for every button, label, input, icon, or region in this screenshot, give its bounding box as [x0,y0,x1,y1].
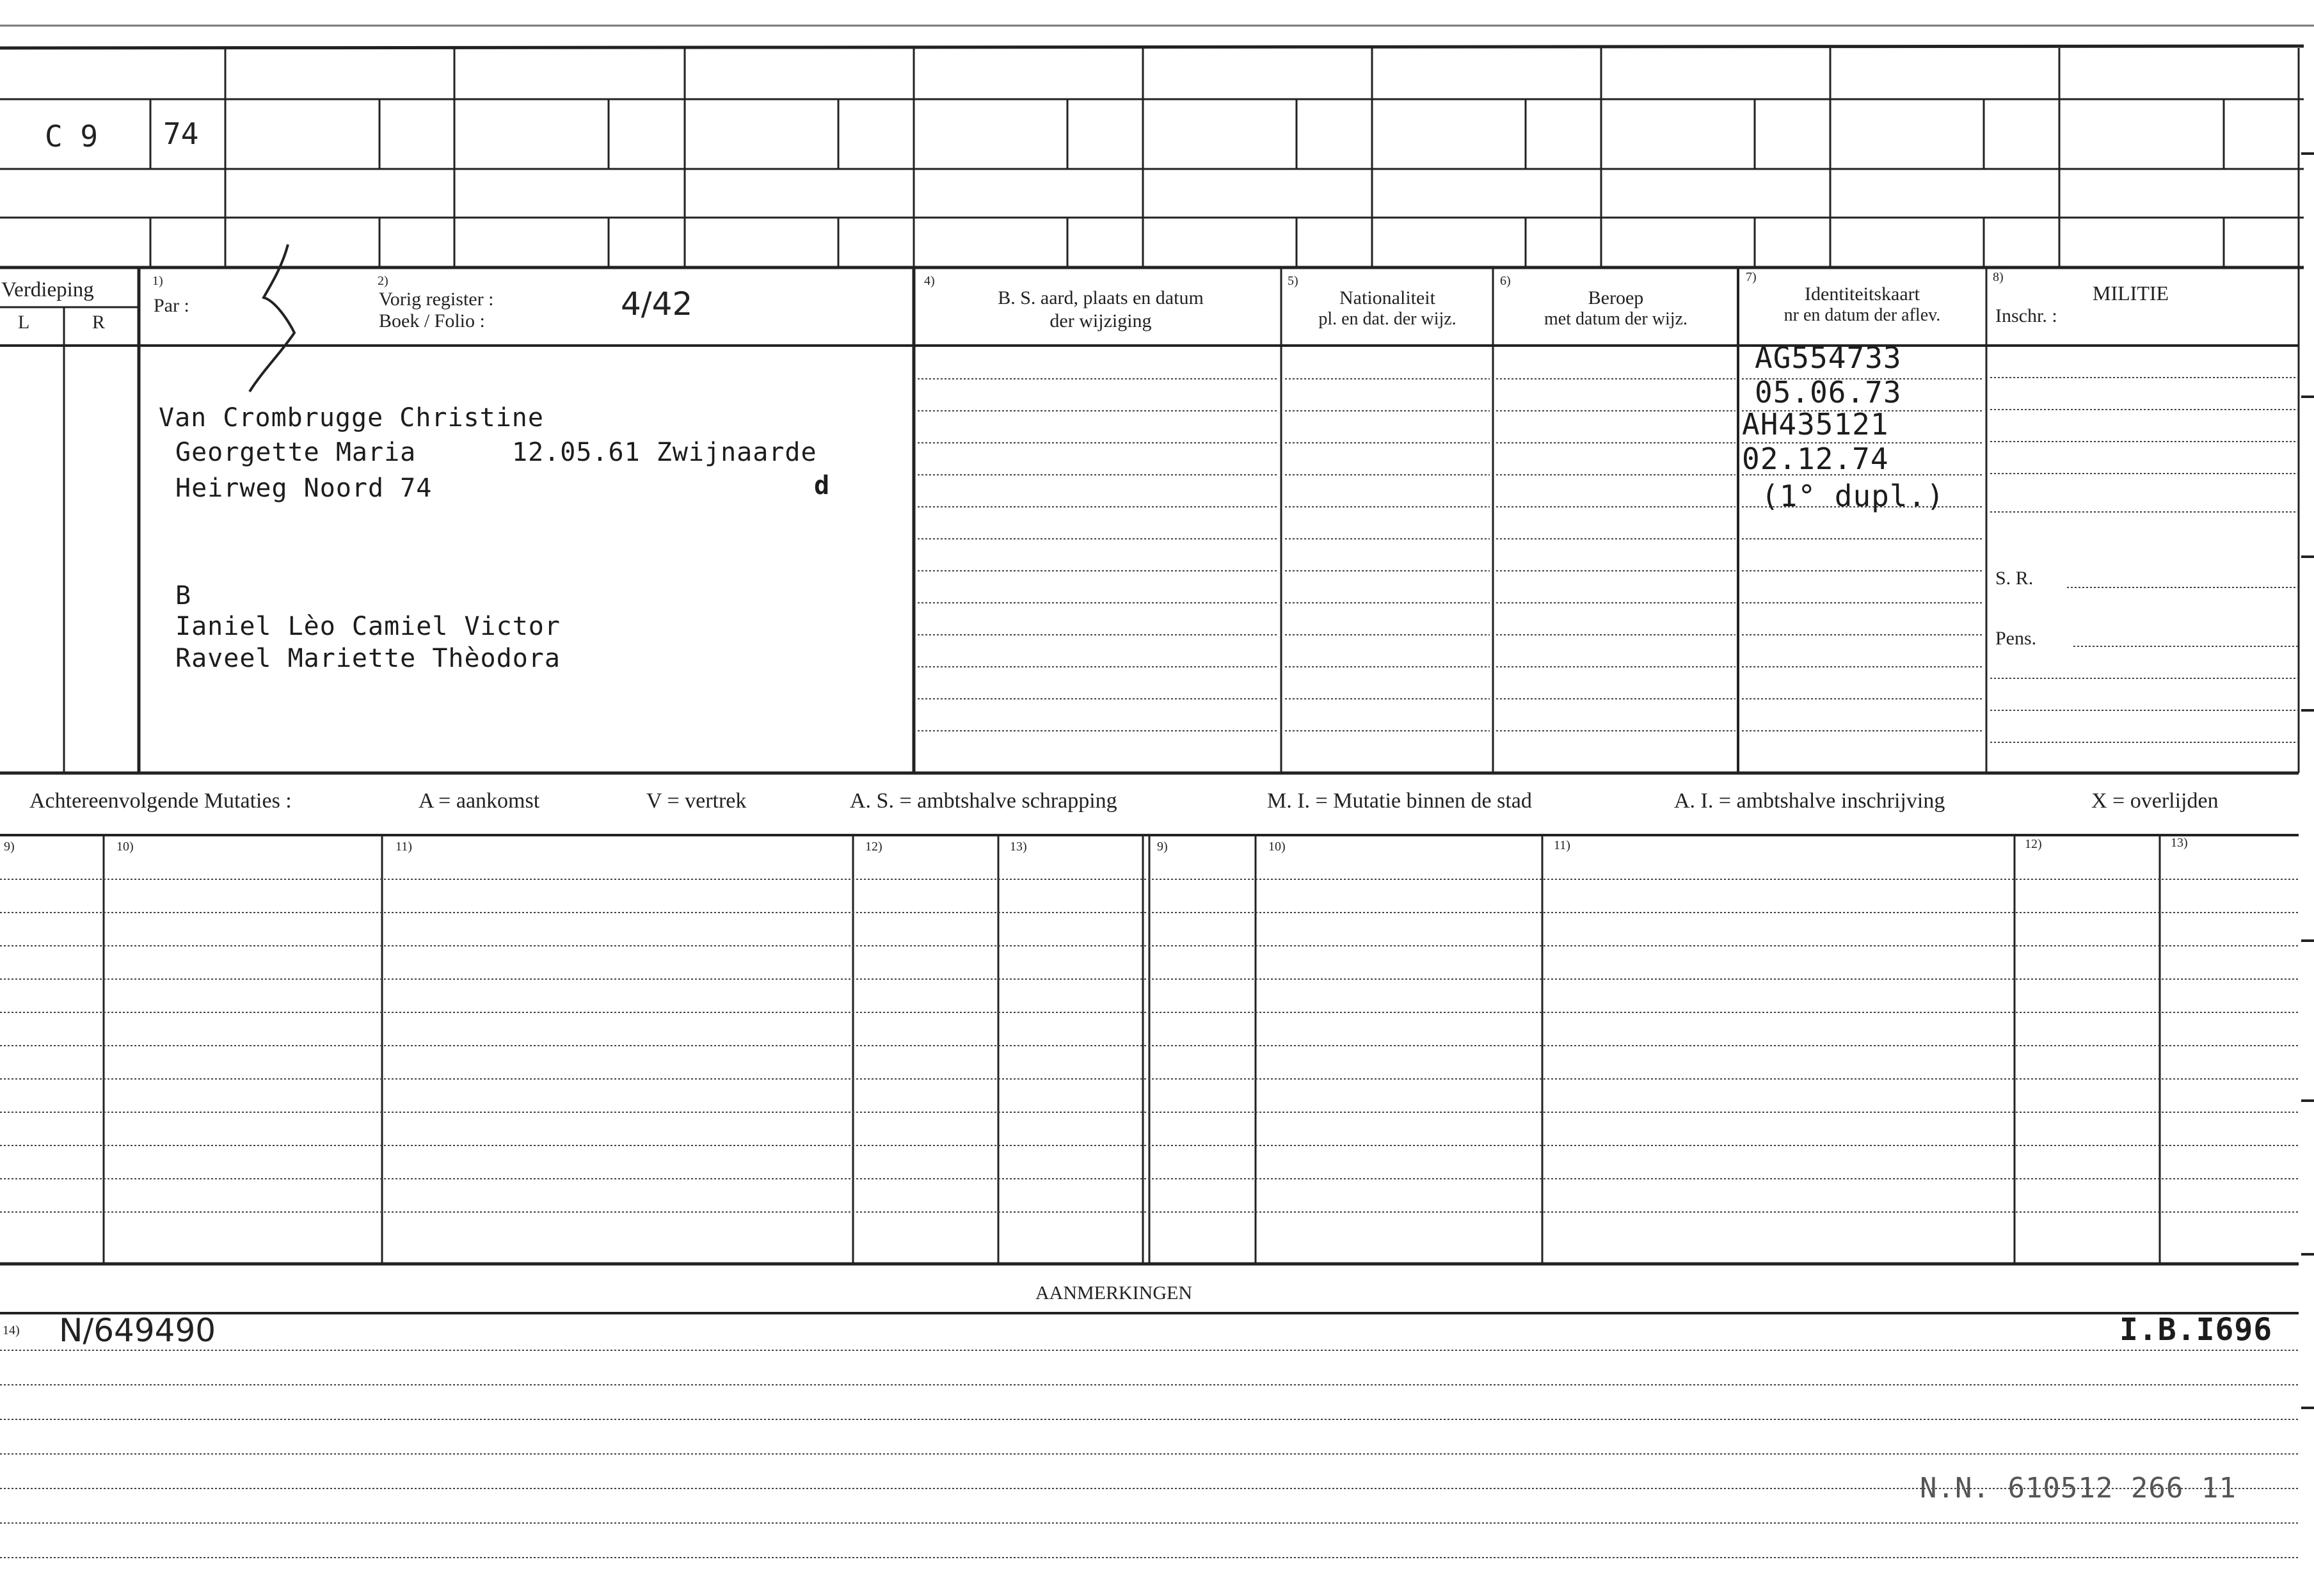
nat-header-1: Nationaliteit [1339,287,1435,308]
mut-col-12-right: 12) [2025,837,2042,851]
mutatie-binnen-stad: M. I. = Mutatie binnen de stad [1267,789,1532,813]
remarks-title: AANMERKINGEN [1035,1282,1192,1304]
sr-label: S. R. [1995,568,2034,589]
mut-col-11-left: 11) [395,840,412,854]
id-entry-1: AG554733 [1755,340,1902,375]
mut-col-11-right: 11) [1554,838,1570,852]
mutatie-inschrijving: A. I. = ambtshalve inschrijving [1674,789,1945,813]
par-label: Par : [154,295,189,316]
beroep-header-2: met datum der wijz. [1544,309,1688,329]
verdieping-l: L [18,312,30,333]
person-parent1: Ianiel Lèo Camiel Victor [175,612,561,641]
mutaties-title: Achtereenvolgende Mutaties : [29,789,292,813]
pens-label: Pens. [1995,628,2037,649]
mut-col-10-left: 10) [116,840,134,854]
id-entry-4: 02.12.74 [1742,442,1889,476]
mutatie-vertrek: V = vertrek [646,789,747,813]
mutatie-schrapping: A. S. = ambtshalve schrapping [850,789,1117,813]
id-number: 7) [1746,270,1757,284]
par-number: 1) [152,274,163,288]
id-entry-3: AH435121 [1742,407,1889,442]
remarks-national-number: N.N. 610512 266 11 [1920,1472,2237,1504]
id-header-1: Identiteitskaart [1805,283,1920,305]
nat-number: 5) [1288,274,1298,288]
mut-col-12-left: 12) [865,840,882,854]
id-entry-5: (1° dupl.) [1761,479,1945,513]
bs-number: 4) [924,274,935,288]
mut-col-13-right: 13) [2171,836,2188,850]
militie-header: MILITIE [2093,282,2169,305]
bs-header-1: B. S. aard, plaats en datum [998,287,1204,308]
nat-header-2: pl. en dat. der wijz. [1318,309,1456,329]
remarks-number: 14) [3,1323,20,1337]
mut-col-9-left: 9) [4,840,15,854]
person-name-line2: Georgette Maria [175,438,417,467]
mut-col-9-right: 9) [1157,840,1168,854]
mutatie-aankomst: A = aankomst [419,789,540,813]
id-header-2: nr en datum der aflev. [1783,305,1941,325]
bs-header-2: der wijziging [1049,310,1152,331]
mutatie-overlijden: X = overlijden [2091,789,2219,813]
remarks-code-right: I.B.I696 [2119,1312,2273,1348]
verdieping-label: Verdieping [1,278,94,301]
person-address: Heirweg Noord 74 [175,474,433,503]
beroep-header-1: Beroep [1588,287,1644,308]
grid-code: C 9 [45,119,99,154]
person-marker-d: d [814,471,831,500]
militie-number: 8) [1993,270,2004,284]
person-birth: 12.05.61 Zwijnaarde [512,438,817,467]
id-entry-2: 05.06.73 [1755,375,1902,410]
grid-year: 74 [163,116,199,151]
inschr-label: Inschr. : [1995,305,2057,326]
vorig-number: 2) [378,274,388,288]
vorig-register-label: Vorig register : [379,289,494,310]
mut-col-13-left: 13) [1010,840,1027,854]
boek-folio-label: Boek / Folio : [379,310,485,331]
mut-col-10-right: 10) [1268,840,1286,854]
person-name-line1: Van Crombrugge Christine [159,403,544,433]
person-marker-b: B [175,581,192,610]
beroep-number: 6) [1500,274,1511,288]
verdieping-r: R [92,312,106,333]
person-parent2: Raveel Mariette Thèodora [175,644,561,673]
boek-folio-value: 4/42 [621,285,693,323]
remarks-code-left: N/649490 [59,1312,216,1349]
